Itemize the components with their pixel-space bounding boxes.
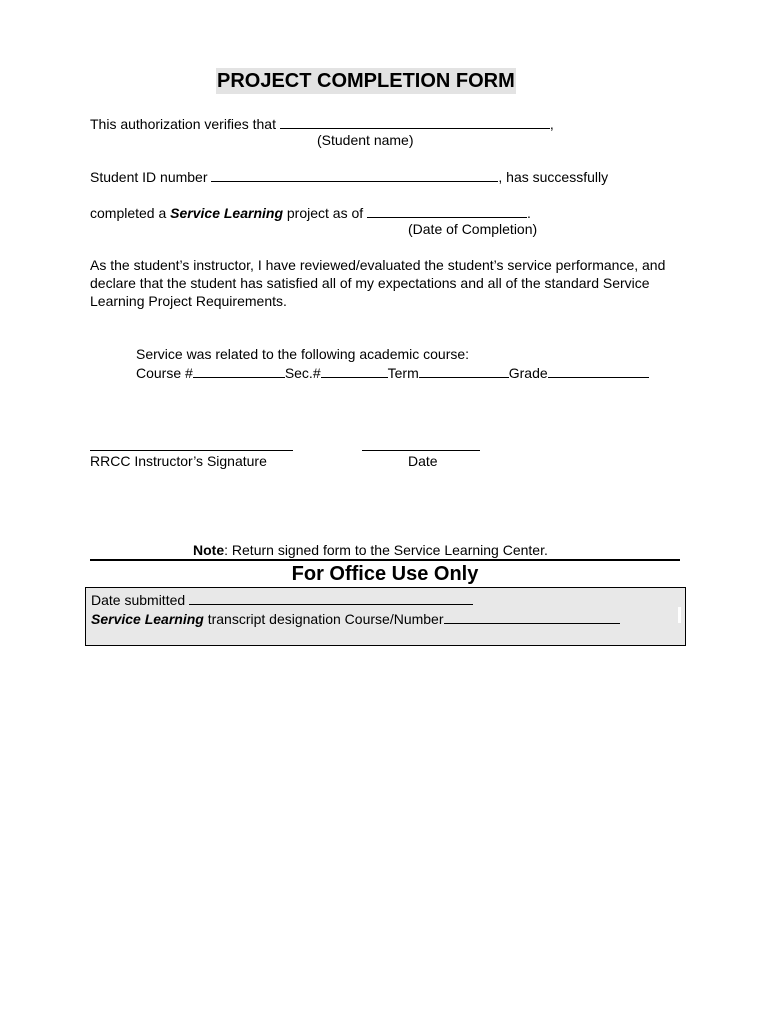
office-divider bbox=[90, 559, 680, 561]
course-line bbox=[136, 363, 649, 382]
completion-period: . bbox=[527, 205, 531, 221]
completion-date-field[interactable] bbox=[367, 203, 527, 218]
student-id-line bbox=[90, 167, 608, 186]
service-learning-emphasis: Service Learning bbox=[170, 205, 283, 221]
student-name-caption: (Student name) bbox=[317, 132, 414, 148]
signature-caption: RRCC Instructor’s Signature bbox=[90, 453, 267, 469]
note-label: Note bbox=[193, 542, 225, 558]
grade-label: Grade bbox=[508, 365, 548, 381]
student-id-field[interactable] bbox=[211, 167, 498, 182]
authorization-comma: , bbox=[549, 116, 554, 132]
project-as-of-label: project as of bbox=[286, 205, 364, 221]
office-box-edge-mark bbox=[678, 607, 681, 623]
instructor-declaration: As the student’s instructor, I have reviewed/evaluated the student’s service performance, and declare that the student has satisfied all of my expectations and all of the standard Service Learning Project Requirements. bbox=[90, 257, 666, 309]
term-field[interactable] bbox=[419, 363, 509, 378]
grade-field[interactable] bbox=[548, 363, 649, 378]
sec-label: Sec.# bbox=[284, 365, 321, 381]
course-intro: Service was related to the following academic course: bbox=[136, 346, 470, 362]
date-submitted-label: Date submitted bbox=[91, 592, 186, 608]
course-number-field[interactable] bbox=[193, 363, 285, 378]
signature-line[interactable] bbox=[90, 450, 293, 451]
date-of-completion-caption: (Date of Completion) bbox=[408, 221, 538, 237]
authorization-label: This authorization verifies that bbox=[90, 116, 276, 132]
form-title: PROJECT COMPLETION FORM bbox=[217, 70, 515, 92]
date-submitted-field[interactable] bbox=[189, 590, 473, 605]
section-field[interactable] bbox=[321, 363, 388, 378]
date-submitted-line bbox=[91, 590, 473, 609]
transcript-label: transcript designation Course/Number bbox=[207, 611, 444, 627]
student-id-label: Student ID number bbox=[90, 169, 208, 185]
office-service-learning-emphasis: Service Learning bbox=[91, 611, 204, 627]
term-label: Term bbox=[387, 365, 419, 381]
completed-label: completed a bbox=[90, 205, 167, 221]
note-text: : Return signed form to the Service Learning Center. bbox=[224, 542, 548, 558]
student-name-field[interactable] bbox=[280, 114, 550, 129]
transcript-line bbox=[91, 609, 620, 628]
student-id-suffix: , has successfully bbox=[498, 169, 609, 185]
signature-date-caption: Date bbox=[408, 453, 438, 469]
course-label: Course # bbox=[136, 365, 193, 381]
return-note bbox=[193, 541, 548, 559]
office-use-title: For Office Use Only bbox=[291, 563, 479, 585]
signature-date-line[interactable] bbox=[362, 450, 480, 451]
transcript-field[interactable] bbox=[444, 609, 620, 624]
